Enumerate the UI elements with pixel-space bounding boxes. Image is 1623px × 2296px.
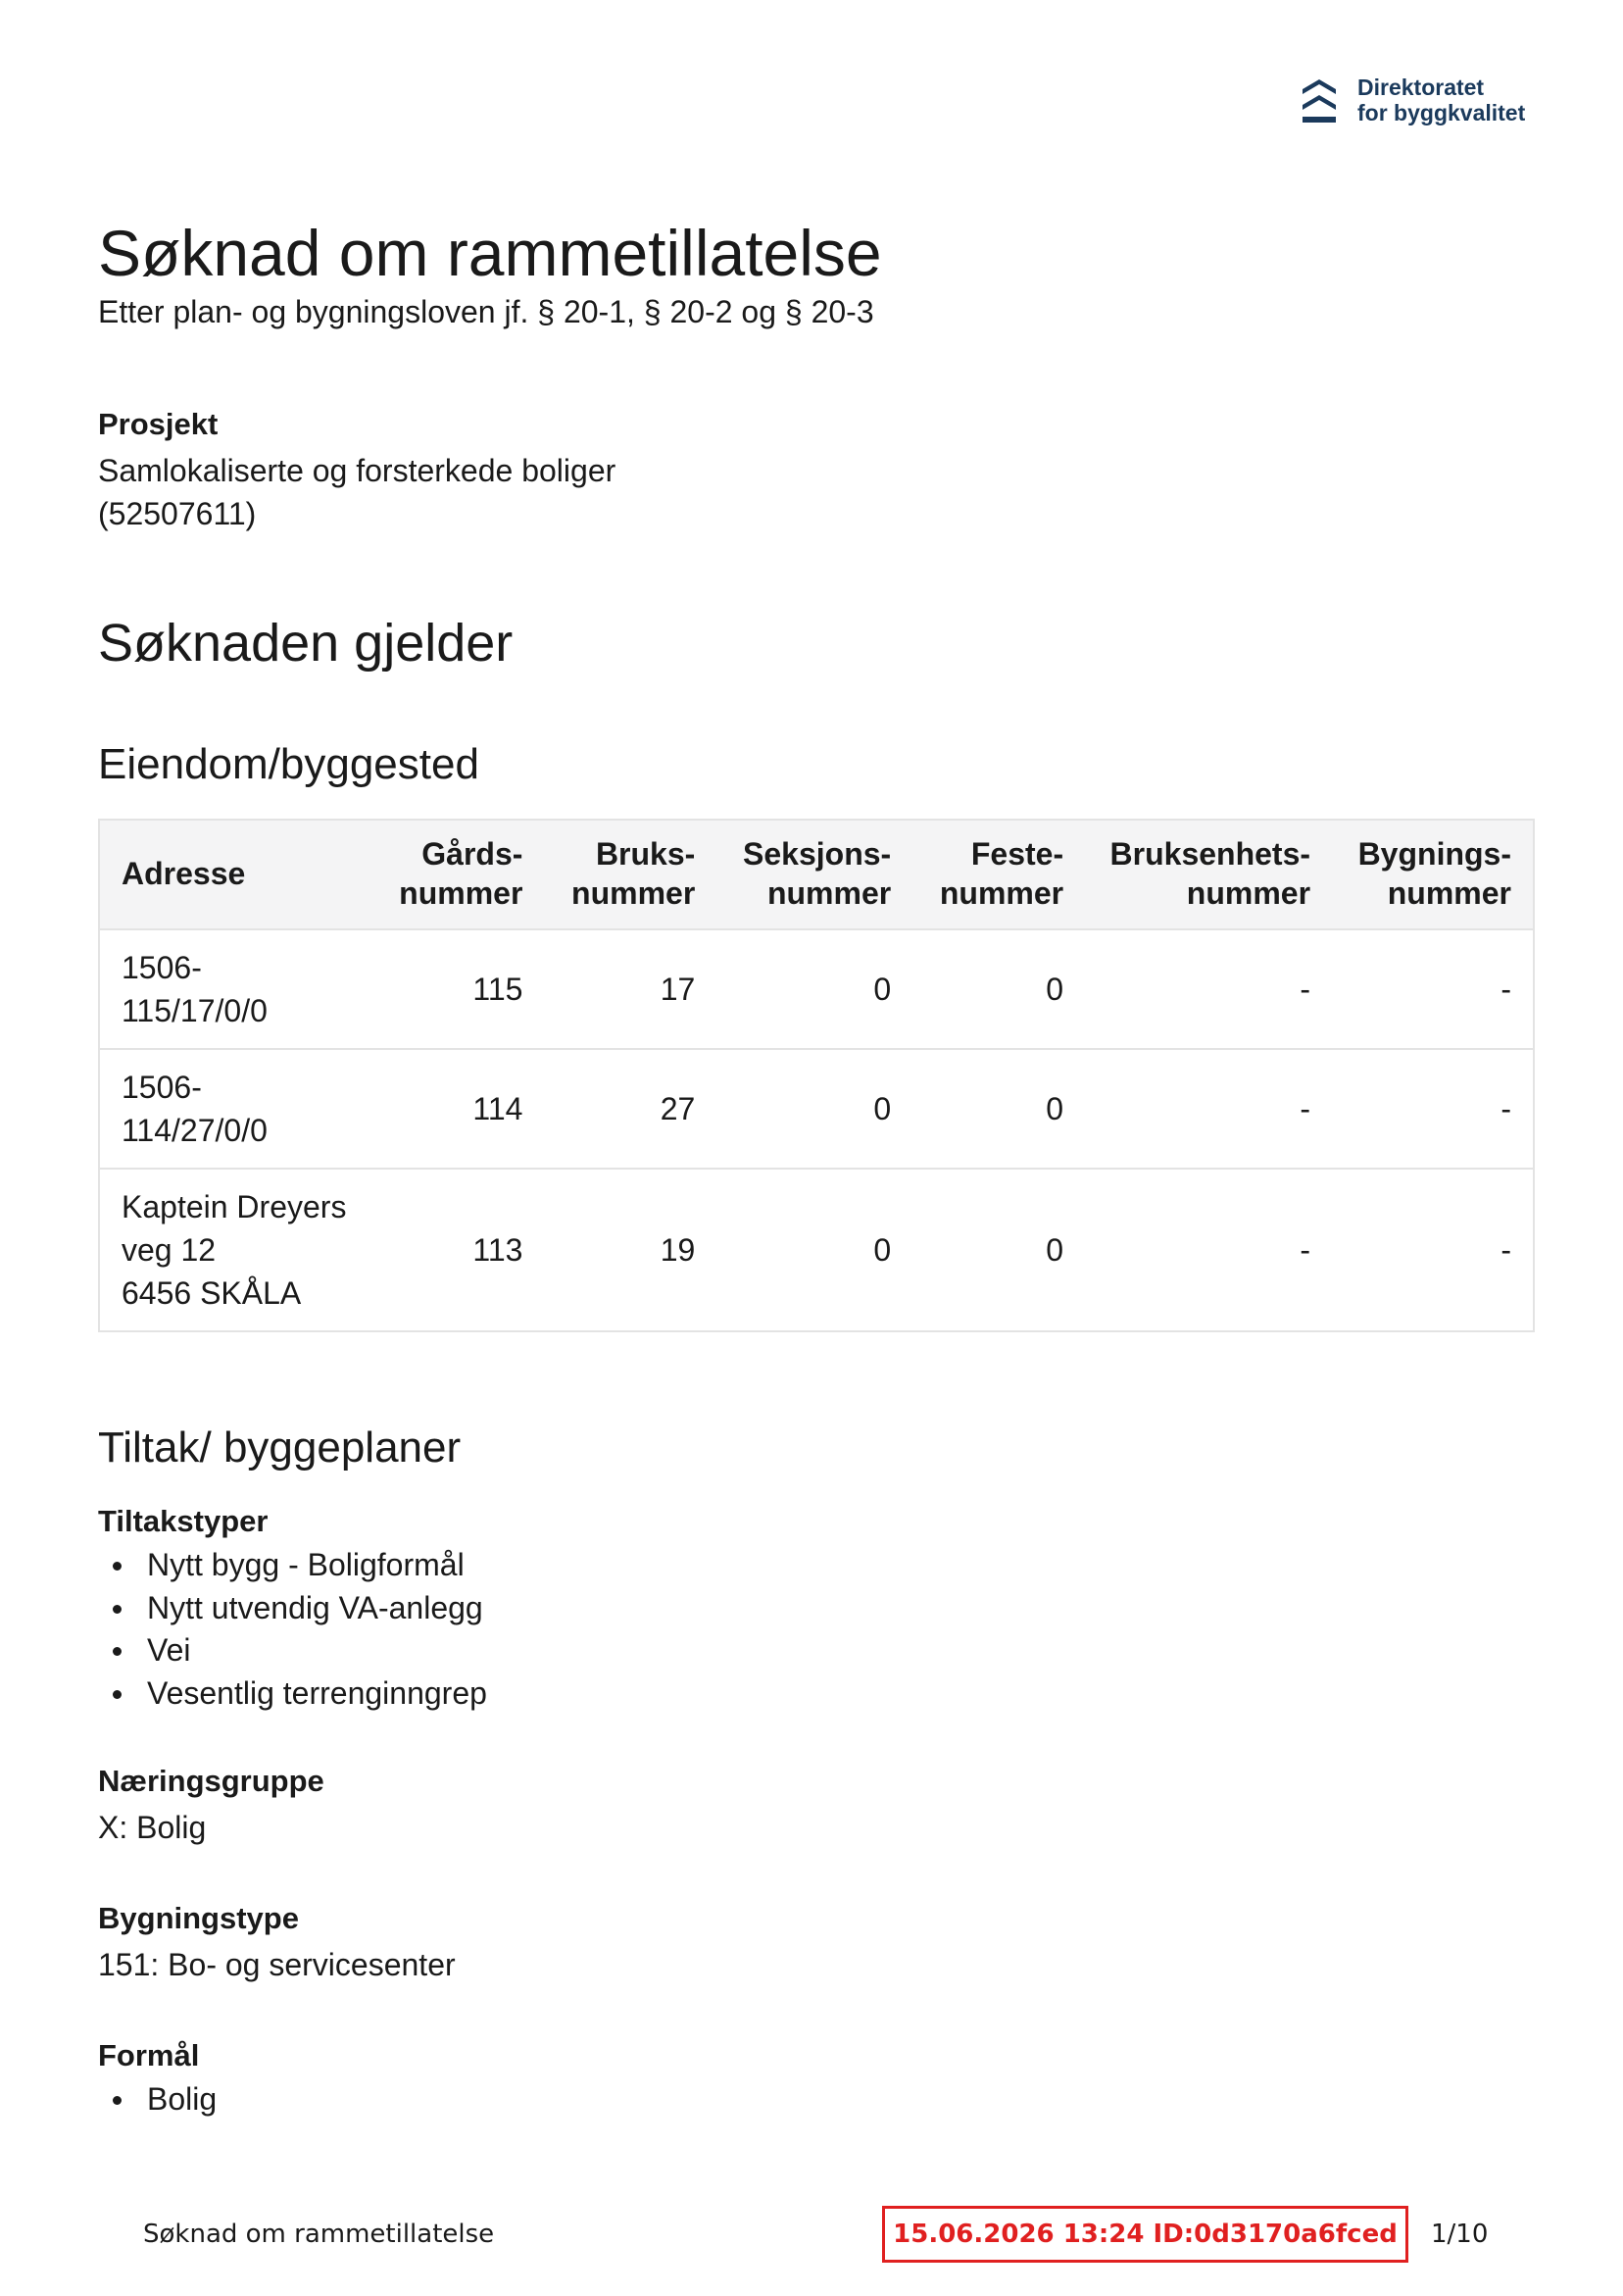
col-header-bruksnummer: Bruks- nummer [544, 820, 716, 929]
footer-title: Søknad om rammetillatelse [143, 2220, 495, 2249]
col-header-bygningsnummer: Bygnings- nummer [1332, 820, 1534, 929]
cell-gardsnummer: 115 [372, 929, 545, 1049]
property-heading: Eiendom/byggested [98, 740, 479, 788]
tiltakstyper-label: Tiltakstyper [98, 1504, 269, 1538]
table-header-row [99, 820, 1534, 929]
cell-bruksnummer: 17 [544, 929, 716, 1049]
formaal-list [98, 2078, 217, 2121]
project-number: (52507611) [98, 496, 257, 531]
cell-bygningsnummer: - [1332, 929, 1534, 1049]
col-header-gardsnummer: Gårds- nummer [372, 820, 545, 929]
cell-bygningsnummer: - [1332, 1169, 1534, 1331]
cell-adresse: 1506- 114/27/0/0 [99, 1049, 372, 1169]
cell-adresse: Kaptein Dreyers veg 12 6456 SKÅLA [99, 1169, 372, 1331]
tiltak-heading: Tiltak/ byggeplaner [98, 1423, 462, 1472]
col-header-bruksenhetsnummer: Bruksenhets- nummer [1085, 820, 1332, 929]
page-subtitle: Etter plan- og bygningsloven jf. § 20-1, § 20-2 og § 20-3 [98, 294, 874, 329]
cell-gardsnummer: 113 [372, 1169, 545, 1331]
logo [1301, 75, 1525, 125]
table-row [99, 929, 1534, 1049]
logo-line-1: Direktoratet [1357, 75, 1485, 100]
cell-festenummer: 0 [912, 1049, 1085, 1169]
cell-bruksenhetsnummer: - [1085, 929, 1332, 1049]
list-item: Bolig [98, 2078, 217, 2121]
cell-seksjonsnummer: 0 [716, 929, 912, 1049]
list-item: Nytt bygg - Boligformål [98, 1544, 487, 1587]
page-title: Søknad om rammetillatelse [98, 217, 882, 289]
cell-bygningsnummer: - [1332, 1049, 1534, 1169]
naeringsgruppe-label: Næringsgruppe [98, 1764, 324, 1798]
col-header-seksjonsnummer: Seksjons- nummer [716, 820, 912, 929]
cell-seksjonsnummer: 0 [716, 1049, 912, 1169]
cell-bruksnummer: 19 [544, 1169, 716, 1331]
list-item: Vei [98, 1629, 487, 1672]
formaal-label: Formål [98, 2038, 200, 2072]
cell-seksjonsnummer: 0 [716, 1169, 912, 1331]
list-item: Nytt utvendig VA-anlegg [98, 1587, 487, 1630]
col-header-festenummer: Feste- nummer [912, 820, 1085, 929]
dibk-logo-icon [1301, 75, 1338, 125]
timestamp-id-stamp: 15.06.2026 13:24 ID:0d3170a6fced [882, 2206, 1408, 2263]
col-header-adresse: Adresse [99, 820, 372, 929]
list-item: Vesentlig terrenginngrep [98, 1672, 487, 1716]
cell-bruksnummer: 27 [544, 1049, 716, 1169]
page-number: 1/10 [1431, 2220, 1489, 2249]
cell-bruksenhetsnummer: - [1085, 1049, 1332, 1169]
table-row [99, 1049, 1534, 1169]
tiltakstyper-list [98, 1544, 487, 1715]
bygningstype-value: 151: Bo- og servicesenter [98, 1947, 456, 1982]
logo-line-2: for byggkvalitet [1357, 100, 1526, 125]
table-row [99, 1169, 1534, 1331]
naeringsgruppe-value: X: Bolig [98, 1810, 207, 1845]
cell-bruksenhetsnummer: - [1085, 1169, 1332, 1331]
cell-festenummer: 0 [912, 1169, 1085, 1331]
project-label: Prosjekt [98, 407, 219, 441]
cell-festenummer: 0 [912, 929, 1085, 1049]
section-heading: Søknaden gjelder [98, 614, 514, 673]
bygningstype-label: Bygningstype [98, 1901, 299, 1935]
cell-adresse: 1506- 115/17/0/0 [99, 929, 372, 1049]
project-name: Samlokaliserte og forsterkede boliger [98, 453, 616, 488]
property-table [98, 819, 1535, 1332]
logo-text [1357, 75, 1525, 125]
cell-gardsnummer: 114 [372, 1049, 545, 1169]
